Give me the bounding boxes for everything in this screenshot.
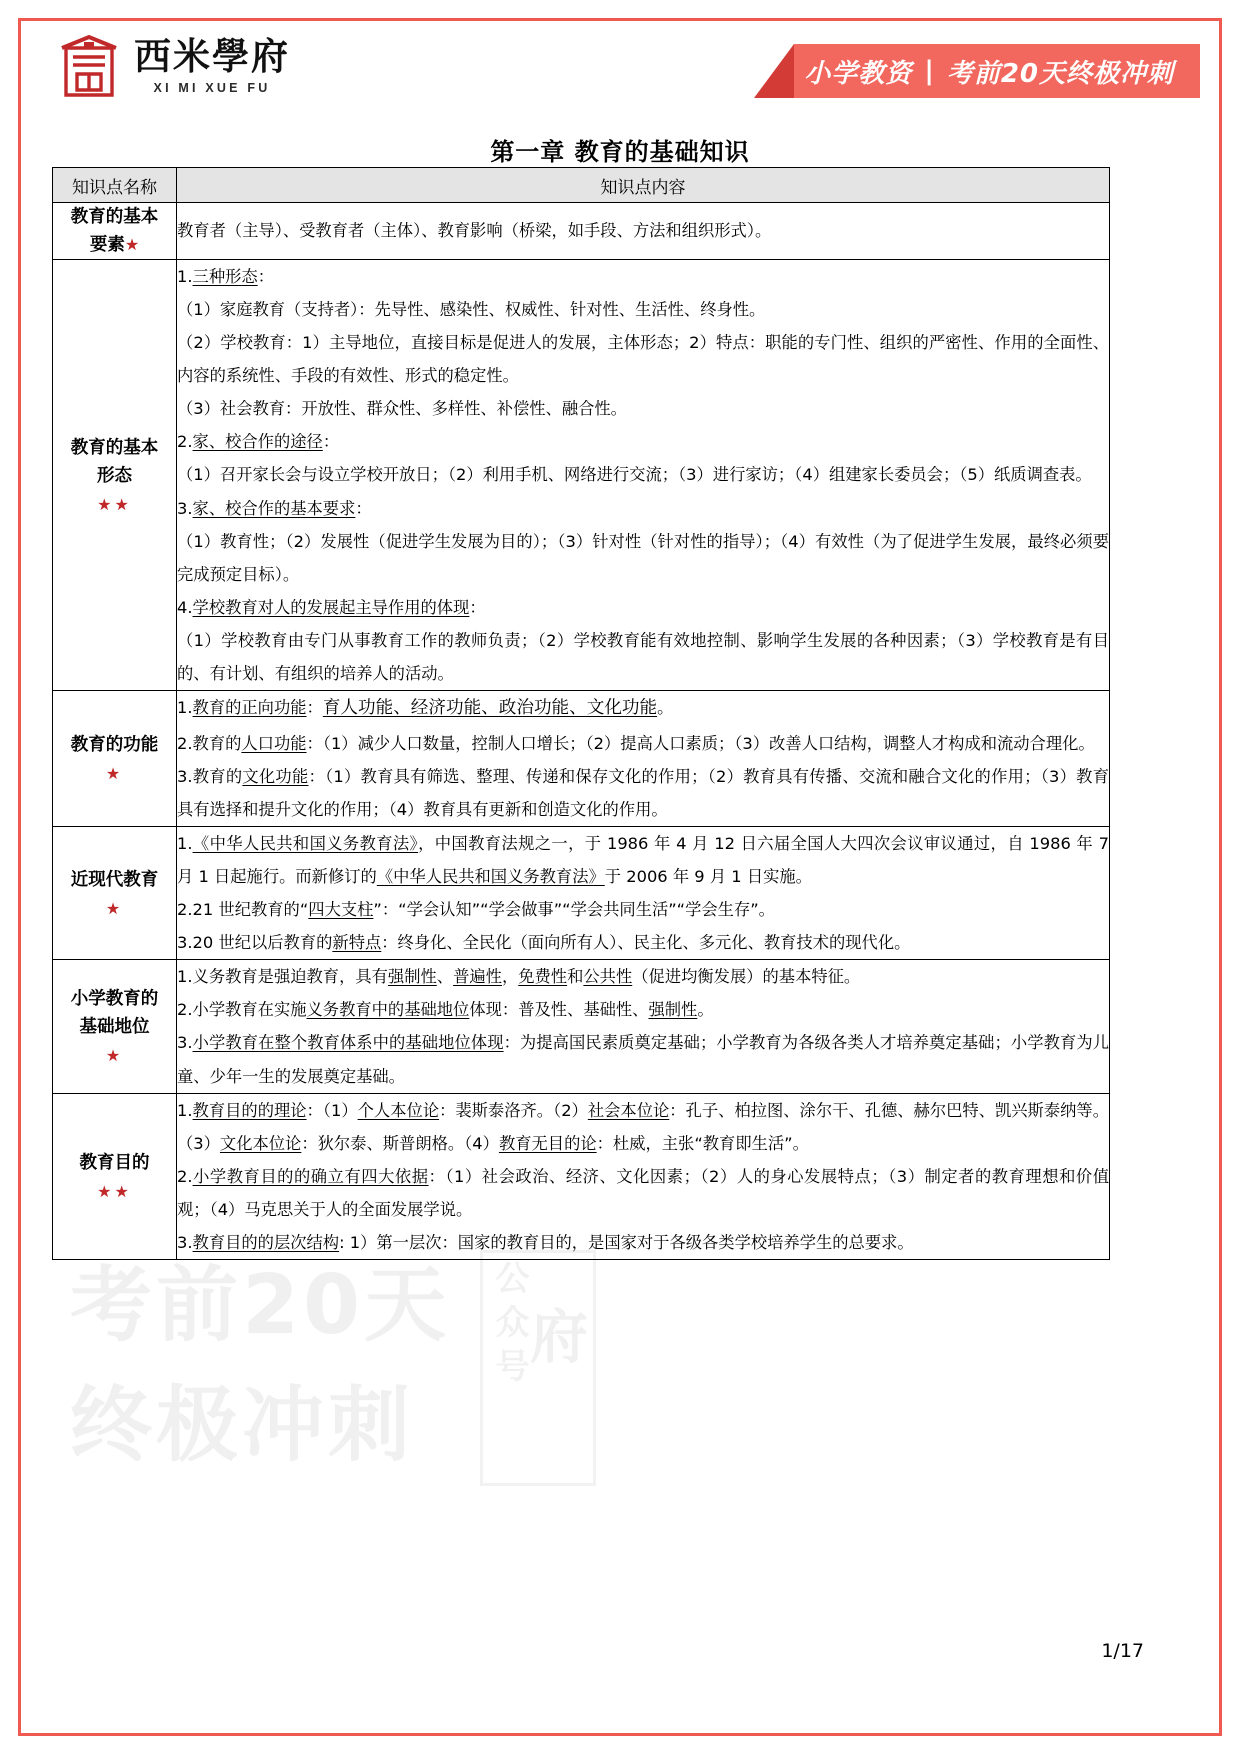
table-row xyxy=(53,691,1110,827)
knowledge-point-name-cell: 教育的基本 要素★ xyxy=(53,203,177,260)
table-row xyxy=(53,1093,1110,1259)
content-paragraph: 3.教育目的的层次结构: 1）第一层次：国家的教育目的，是国家对于各级各类学校培养学生的总要求。 xyxy=(177,1232,914,1252)
content-paragraph: 1.教育目的的理论：（1）个人本位论：裴斯泰洛齐。（2）社会本位论：孔子、柏拉图、涂尔干、孔德、赫尔巴特、凯兴斯泰纳等。（3）文化本位论：狄尔泰、斯普朗格。（4）教育无目的论：杜威，主张“教育即生活”。 xyxy=(177,1100,1109,1153)
content-paragraph: 1.义务教育是强迫教育，具有强制性、普遍性，免费性和公共性（促进均衡发展）的基本特征。 xyxy=(177,967,861,987)
table-body xyxy=(53,203,1110,1260)
content-paragraph: （3）社会教育：开放性、群众性、多样性、补偿性、融合性。 xyxy=(177,399,627,419)
knowledge-table xyxy=(52,167,1110,1260)
table-header-row xyxy=(53,168,1110,203)
table-row xyxy=(53,203,1110,260)
content-paragraph: 2.教育的人口功能：（1）减少人口数量，控制人口增长；（2）提高人口素质；（3）改善人口结构，调整人才构成和流动合理化。 xyxy=(177,733,1095,753)
content-paragraph: 1.教育的正向功能：育人功能、经济功能、政治功能、文化功能。 xyxy=(177,698,674,719)
watermark-line-1: 考前20天 xyxy=(70,1258,451,1353)
page-number: 1/17 xyxy=(1101,1640,1144,1662)
banner-fold-corner xyxy=(754,44,794,98)
knowledge-table-wrapper xyxy=(52,167,1109,1260)
content-paragraph: （1）教育性；（2）发展性（促进学生发展为目的）；（3）针对性（针对性的指导）；（4）有效性（为了促进学生发展，最终必须要完成预定目标）。 xyxy=(177,531,1109,584)
page-header xyxy=(40,32,1200,118)
content-paragraph: 2.小学教育目的的确立有四大依据：（1）社会政治、经济、文化因素；（2）人的身心发展特点；（3）制定者的教育理想和价值观；（4）马克思关于人的全面发展学说。 xyxy=(177,1166,1109,1219)
temple-gate-logo-icon xyxy=(58,34,120,98)
brand-name-en: XI MI XUE FU xyxy=(153,80,271,95)
knowledge-point-content-cell xyxy=(177,826,1110,959)
watermark-vertical-text: 公众号 xyxy=(489,1260,529,1392)
watermark-box-char: 府 xyxy=(530,1303,589,1371)
knowledge-point-name-cell: 近现代教育 ★ xyxy=(53,826,177,959)
content-paragraph: 2.家、校合作的途径： xyxy=(177,432,340,452)
banner-left-label: 小学教资 xyxy=(804,58,913,89)
content-paragraph: 教育者（主导）、受教育者（主体）、教育影响（桥梁，如手段、方法和组织形式）。 xyxy=(177,221,772,241)
star-rating: ★ xyxy=(124,235,140,254)
content-paragraph: 2.小学教育在实施义务教育中的基础地位体现：普及性、基础性、强制性。 xyxy=(177,1000,714,1020)
table-row xyxy=(53,960,1110,1093)
table-row xyxy=(53,826,1110,959)
column-header-name: 知识点名称 xyxy=(53,168,177,203)
knowledge-point-name-cell: 教育的功能 ★ xyxy=(53,691,177,827)
brand-logo xyxy=(58,34,290,98)
content-paragraph: （1）学校教育由专门从事教育工作的教师负责；（2）学校教育能有效地控制、影响学生发展的各种因素；（3）学校教育是有目的、有计划、有组织的培养人的活动。 xyxy=(177,630,1109,683)
knowledge-point-content-cell xyxy=(177,260,1110,691)
knowledge-point-name-cell: 小学教育的 基础地位 ★ xyxy=(53,960,177,1093)
column-header-content: 知识点内容 xyxy=(177,168,1110,203)
content-paragraph: （1）家庭教育（支持者）：先导性、感染性、权威性、针对性、生活性、终身性。 xyxy=(177,300,766,320)
content-paragraph: 1.《中华人民共和国义务教育法》，中国教育法规之一，于 1986 年 4 月 12 日六届全国人大四次会议审议通过，自 1986 年 7 月 1 日起施行。而新修订的《中华人民共和国义务教育法》于 2006 年 9 月 1 日实施。 xyxy=(177,833,1110,887)
course-banner xyxy=(754,44,1200,98)
brand-text xyxy=(134,34,290,95)
knowledge-point-name-cell: 教育目的 ★★ xyxy=(53,1093,177,1259)
knowledge-point-content-cell xyxy=(177,960,1110,1093)
knowledge-point-name-cell: 教育的基本 形态 ★★ xyxy=(53,260,177,691)
banner-separator: | xyxy=(924,56,935,86)
brand-name-cn: 西米學府 xyxy=(134,34,290,78)
content-paragraph: 2.21 世纪教育的“四大支柱”：“学会认知”“学会做事”“学会共同生活”“学会生存”。 xyxy=(177,900,775,920)
content-paragraph: 1.三种形态： xyxy=(177,267,274,286)
content-paragraph: 3.家、校合作的基本要求： xyxy=(177,498,372,518)
star-rating: ★★ xyxy=(97,1182,132,1202)
content-paragraph: 3.教育的文化功能：（1）教育具有筛选、整理、传递和保存文化的作用；（2）教育具有传播、交流和融合文化的作用；（3）教育具有选择和提升文化的作用；（4）教育具有更新和创造文化的作用。 xyxy=(177,766,1109,819)
star-rating: ★ xyxy=(105,898,124,918)
star-rating: ★★ xyxy=(97,494,132,514)
knowledge-point-content-cell xyxy=(177,203,1110,260)
star-rating: ★ xyxy=(105,1046,124,1066)
content-paragraph: 4.学校教育对人的发展起主导作用的体现： xyxy=(177,597,486,617)
star-rating: ★ xyxy=(105,764,124,784)
banner-right-label: 考前20天终极冲刺 xyxy=(946,58,1174,89)
banner-body xyxy=(794,44,1200,98)
content-paragraph: 3.20 世纪以后教育的新特点：终身化、全民化（面向所有人）、民主化、多元化、教育技术的现代化。 xyxy=(177,933,911,953)
content-paragraph: 3.小学教育在整个教育体系中的基础地位体现：为提高国民素质奠定基础；小学教育为各级各类人才培养奠定基础；小学教育为儿童、少年一生的发展奠定基础。 xyxy=(177,1033,1109,1086)
knowledge-point-content-cell xyxy=(177,1093,1110,1259)
content-paragraph: （2）学校教育：1）主导地位，直接目标是促进人的发展，主体形态；2）特点：职能的专门性、组织的严密性、作用的全面性、内容的系统性、手段的有效性、形式的稳定性。 xyxy=(177,333,1109,386)
knowledge-point-content-cell xyxy=(177,691,1110,827)
content-paragraph: （1）召开家长会与设立学校开放日；（2）利用手机、网络进行交流；（3）进行家访；（4）组建家长委员会；（5）纸质调查表。 xyxy=(177,465,1092,485)
page-title: 第一章 教育的基础知识 xyxy=(490,138,750,166)
table-row xyxy=(53,260,1110,691)
watermark-line-2: 终极冲刺 xyxy=(70,1378,415,1473)
